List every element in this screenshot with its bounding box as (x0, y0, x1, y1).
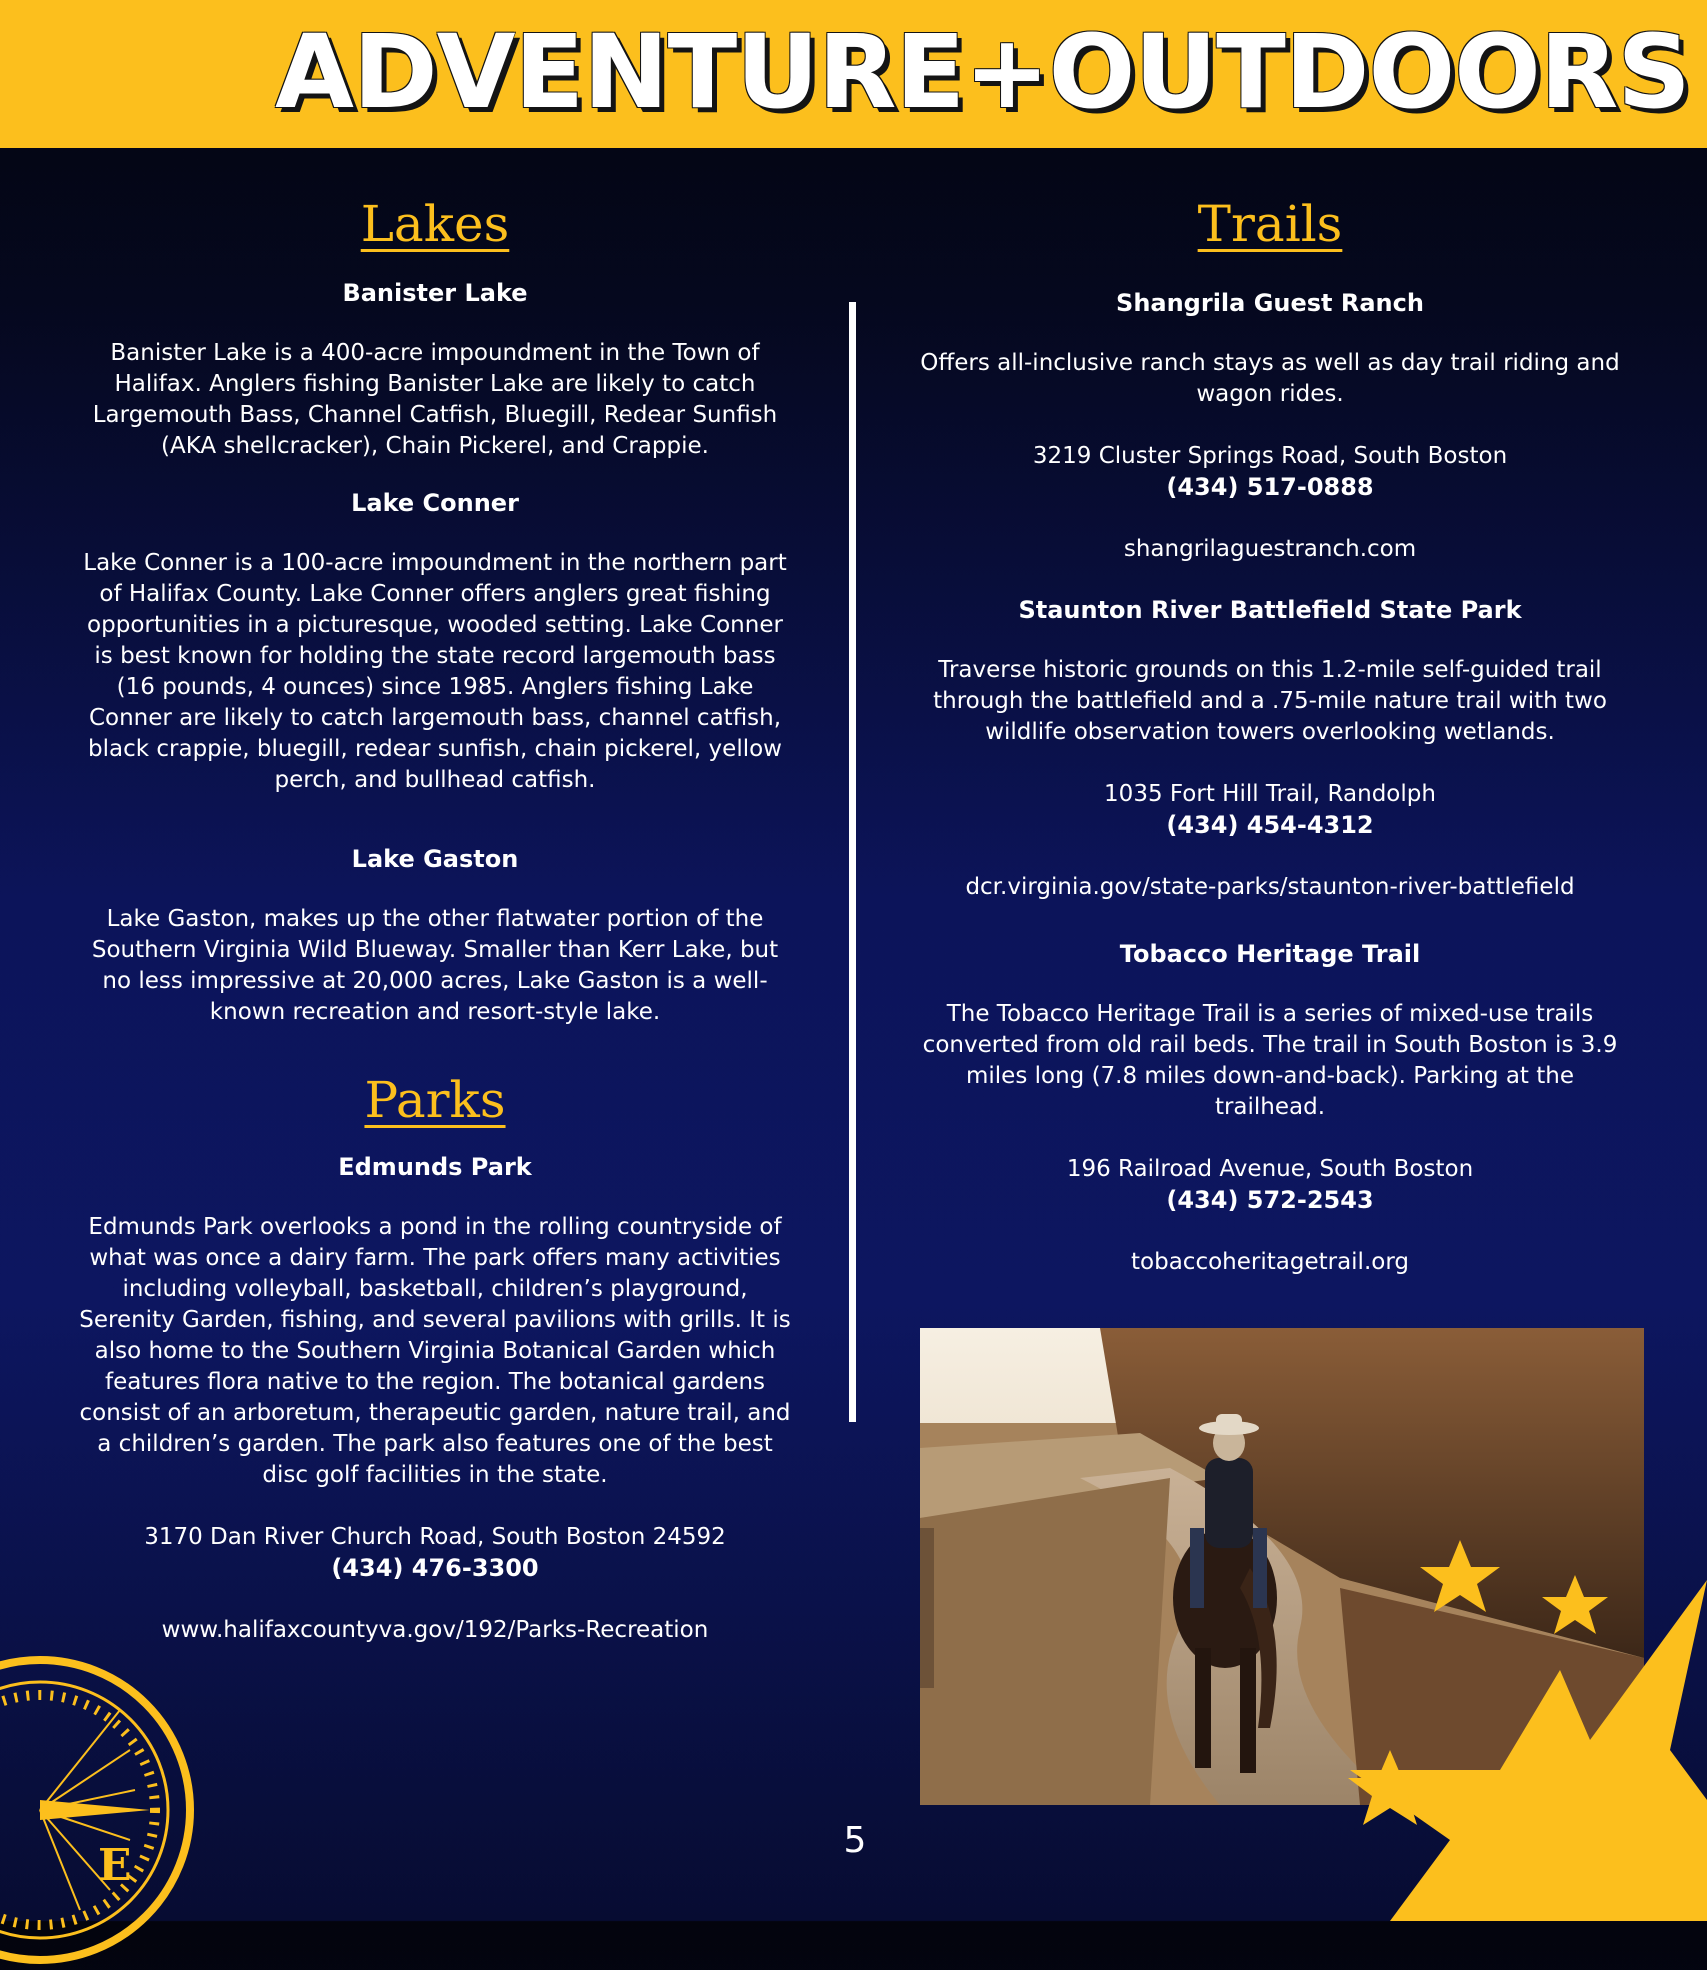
compass-letter: E (98, 1840, 132, 1891)
staunton-title: Staunton River Battlefield State Park (1018, 596, 1522, 624)
page-title: ADVENTURE+OUTDOORS (275, 13, 1690, 132)
edmunds-park-phone[interactable]: (434) 476-3300 (331, 1554, 539, 1582)
shangrila-text: Offers all-inclusive ranch stays as well as day trail riding and wagon rides. (920, 350, 1620, 407)
column-divider (849, 302, 856, 1422)
page-number: 5 (843, 1820, 867, 1861)
tobacco-text: The Tobacco Heritage Trail is a series of mixed-use trails converted from old rail beds. The trail in South Boston is 3.9 miles long (7.8 miles down-and-back). Parking at the trailhead. (922, 1001, 1618, 1120)
shangrila-phone[interactable]: (434) 517-0888 (1166, 473, 1374, 501)
staunton-phone[interactable]: (434) 454-4312 (1166, 811, 1374, 839)
staunton-address: 1035 Fort Hill Trail, Randolph (1104, 781, 1436, 807)
shangrila-title: Shangrila Guest Ranch (1116, 289, 1424, 317)
lake-gaston-text: Lake Gaston, makes up the other flatwater portion of the Southern Virginia Wild Blueway. Smaller than Kerr Lake, but no less impressive at 20,000 acres, Lake Gaston is a well-known recreation and resort-style lake. (91, 906, 779, 1025)
tobacco-title: Tobacco Heritage Trail (1119, 940, 1421, 968)
edmunds-park-address: 3170 Dan River Church Road, South Boston 24592 (144, 1524, 726, 1550)
tobacco-link[interactable]: tobaccoheritagetrail.org (1131, 1249, 1409, 1275)
lake-conner-text: Lake Conner is a 100-acre impoundment in the northern part of Halifax County. Lake Conner offers anglers great fishing opportunities in a picturesque, wooded setting. Lake Conner is best known for holding the state record largemouth bass (16 pounds, 4 ounces) since 1985. Anglers fishing Lake Conner are likely to catch largemouth bass, channel catfish, black crappie, bluegill, redear sunfish, chain pickerel, yellow perch, and bullhead catfish. (83, 550, 787, 793)
banister-lake-text: Banister Lake is a 400-acre impoundment in the Town of Halifax. Anglers fishing Banister Lake are likely to catch Largemouth Bass, Channel Catfish, Bluegill, Redear Sunfish (AKA shellcracker), Chain Pickerel, and Crappie. (92, 340, 778, 459)
parks-heading: Parks (364, 1071, 506, 1129)
shangrila-address: 3219 Cluster Springs Road, South Boston (1032, 443, 1508, 469)
staunton-link[interactable]: dcr.virginia.gov/state-parks/staunton-river-battlefield (965, 874, 1575, 900)
header-banner (0, 0, 1707, 148)
right-column (910, 192, 1630, 1278)
lakes-heading: Lakes (360, 195, 510, 253)
stars-decoration (1330, 1520, 1707, 1921)
edmunds-park-text: Edmunds Park overlooks a pond in the rolling countryside of what was once a dairy farm. The park offers many activities including volleyball, basketball, children’s playground, Serenity Garden, fishing, and several pavilions with grills. It is also home to the Southern Virginia Botanical Garden which features flora native to the region. The botanical gardens consist of an arboretum, therapeutic garden, nature trail, and a children’s garden. The park also features one of the best disc golf facilities in the state. (79, 1214, 791, 1488)
banister-lake-title: Banister Lake (342, 279, 528, 307)
edmunds-park-link[interactable]: www.halifaxcountyva.gov/192/Parks-Recreation (161, 1617, 709, 1643)
lake-gaston-title: Lake Gaston (351, 845, 519, 873)
shangrila-link[interactable]: shangrilaguestranch.com (1123, 536, 1417, 562)
lake-conner-title: Lake Conner (351, 489, 519, 517)
compass-icon (0, 1650, 200, 1970)
left-column (75, 192, 795, 1646)
tobacco-address: 196 Railroad Avenue, South Boston (1066, 1156, 1474, 1182)
staunton-text: Traverse historic grounds on this 1.2-mile self-guided trail through the battlefield and a .75-mile nature trail with two wildlife observation towers overlooking wetlands. (933, 657, 1607, 745)
trails-heading: Trails (1197, 195, 1343, 253)
tobacco-phone[interactable]: (434) 572-2543 (1166, 1186, 1374, 1214)
edmunds-park-title: Edmunds Park (338, 1153, 532, 1181)
